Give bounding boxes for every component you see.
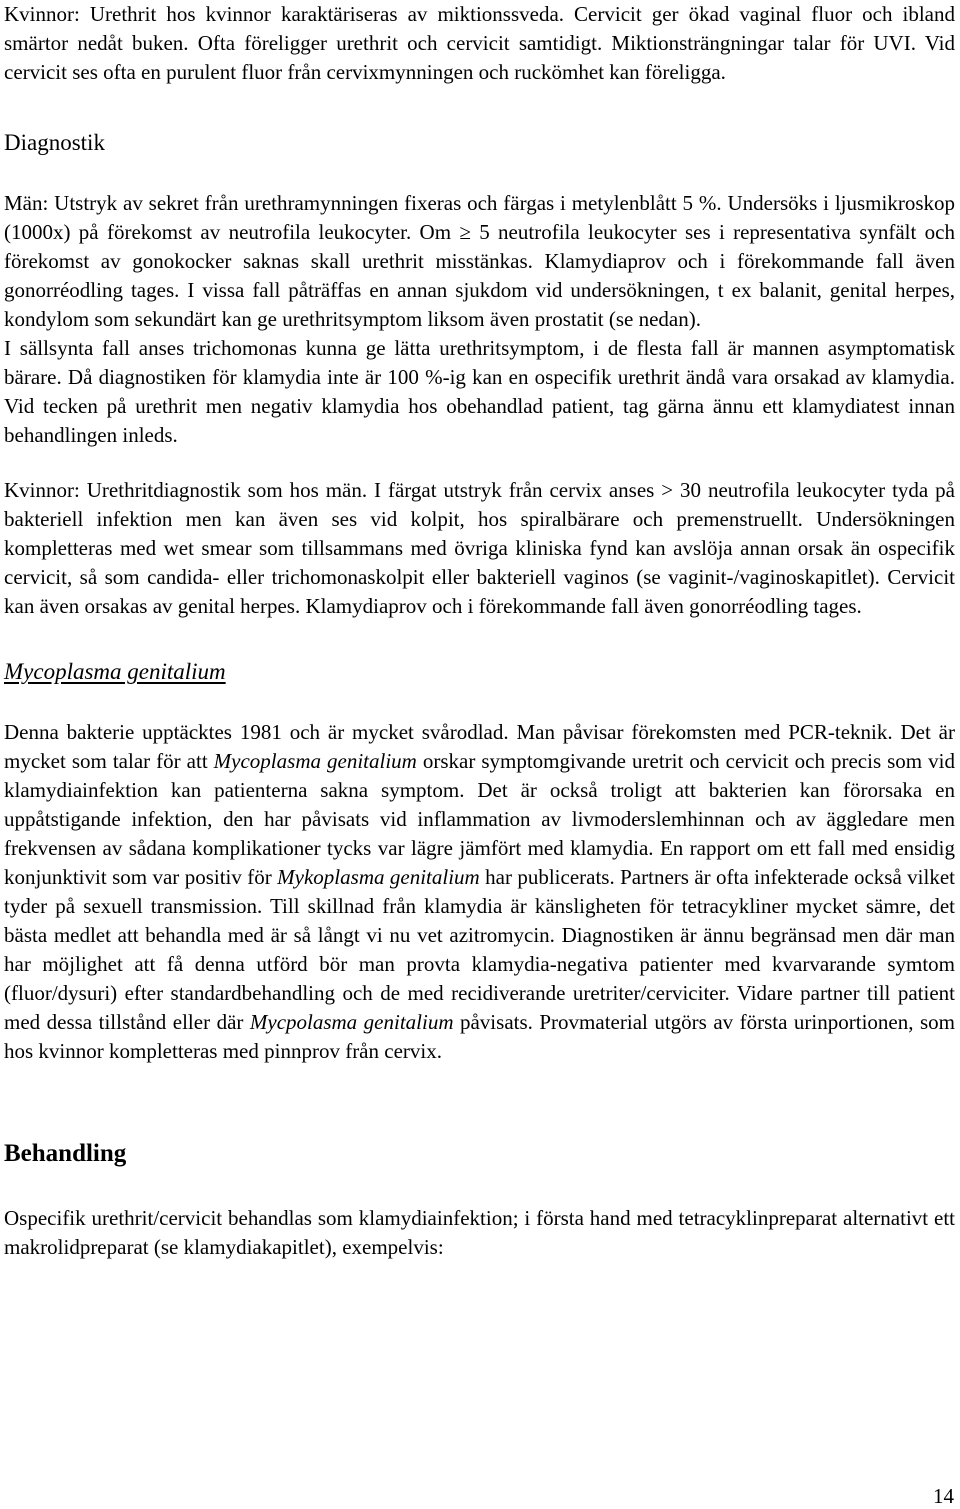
man-diagnostics-paragraph: Män: Utstryk av sekret från urethramynningen fixeras och färgas i metylenblått 5 %. Undersöks i ljusmikroskop (1000x) på förekomst av neutrofila leukocyter. Om ≥ 5 neutrofila leukocyter ses i representativa synfält och förekomst av gonokocker saknas skall urethrit misstänkas. Klamydiaprov och i förekommande fall även gonorréodling tages. I vissa fall påträffas en annan sjukdom vid undersökningen, t ex balanit, genital herpes, kondylom som sekundärt kan ge urethritsymptom liksom även prostatit (se nedan).: [4, 191, 955, 331]
mycoplasma-term-1: Mycoplasma genitalium: [213, 749, 417, 773]
women-diagnostics-paragraph: Kvinnor: Urethritdiagnostik som hos män. I färgat utstryk från cervix anses > 30 neutrofila leukocyter tyda på bakteriell infektion men kan även ses vid kolpit, hos spiralbärare och premenstruellt. Undersökningen kompletteras med wet smear som tillsammans med övriga kliniska fynd kan avslöja annan orsak än ospecifik cervicit, så som candida- eller trichomonaskolpit eller bakteriell vaginos (se vaginit-/vaginoskapitlet). Cervicit kan även orsakas av genital herpes. Klamydiaprov och i förekommande fall även gonorréodling tages.: [4, 478, 955, 618]
intro-paragraph: Kvinnor: Urethrit hos kvinnor karaktäriseras av miktionssveda. Cervicit ger ökad vaginal fluor och ibland smärtor nedåt buken. Ofta föreligger urethrit och cervicit samtidigt. Miktionsträngningar talar för UVI. Vid cervicit ses ofta en purulent fluor från cervixmynningen och ruckömhet kan föreligga.: [4, 2, 955, 84]
mycoplasma-text-3: har publicerats. Partners är ofta infekterade också vilket tyder på sexuell transmission. Till skillnad från klamydia är känsligheten för tetracykliner mycket sämre, det bästa medlet att behandla med är så långt vi nu vet azitromycin. Diagnostiken är ännu begränsad men där man har möjlighet att få denna utförd bör man provta klamydia-negativa patienter med kvarvarande symtom (fluor/dysuri) efter standardbehandling och de med recidiverande uretriter/cerviciter. Vidare partner till patient med dessa tillstånd eller där: [4, 865, 955, 1034]
document-page: [4, 0, 955, 1262]
behandling-paragraph: Ospecifik urethrit/cervicit behandlas som klamydiainfektion; i första hand med tetracyklinpreparat alternativt ett makrolidpreparat (se klamydiakapitlet), exempelvis:: [4, 1206, 955, 1259]
behandling-heading: Behandling: [4, 1140, 127, 1167]
mycoplasma-text-2: orskar symptomgivande uretrit och cervicit och precis som vid klamydiainfektion kan patienterna sakna symptom. Det är också troligt att bakterien kan förorsaka en uppåtstigande infektion, den har påvisats vid inflammation av livmoderslemhinnan och av äggledare men frekvensen av sådana komplikationer tycks var lägre jämfört med klamydia. En rapport om ett fall med ensidig konjunktivit som var positiv för: [4, 749, 955, 889]
mycoplasma-term-3: Mycpolasma genitalium: [249, 1010, 454, 1034]
mycoplasma-paragraph: [4, 718, 955, 1066]
mycoplasma-text-4: påvisats. Provmaterial utgörs av första urinportionen, som hos kvinnor kompletteras med pinnprov från cervix.: [4, 1010, 955, 1063]
mycoplasma-text-1: Denna bakterie upptäcktes 1981 och är mycket svårodlad. Man påvisar förekomsten med PCR-teknik. Det är mycket som talar för att: [4, 720, 955, 773]
mycoplasma-heading: Mycoplasma genitalium: [4, 659, 226, 684]
diagnostik-heading: Diagnostik: [4, 130, 105, 155]
paragraph-spacer: [4, 450, 955, 476]
trichomonas-paragraph: I sällsynta fall anses trichomonas kunna ge lätta urethritsymptom, i de flesta fall är mannen asymptomatisk bärare. Då diagnostiken för klamydia inte är 100 %-ig kan en ospecifik urethrit ändå vara orsakad av klamydia. Vid tecken på urethrit men negativ klamydia hos obehandlad patient, tag gärna ännu ett klamydiatest innan behandlingen inleds.: [4, 336, 955, 447]
section-spacer: [4, 1066, 955, 1138]
page-number: 14: [933, 1484, 954, 1508]
mycoplasma-term-2: Mykoplasma genitalium: [277, 865, 480, 889]
